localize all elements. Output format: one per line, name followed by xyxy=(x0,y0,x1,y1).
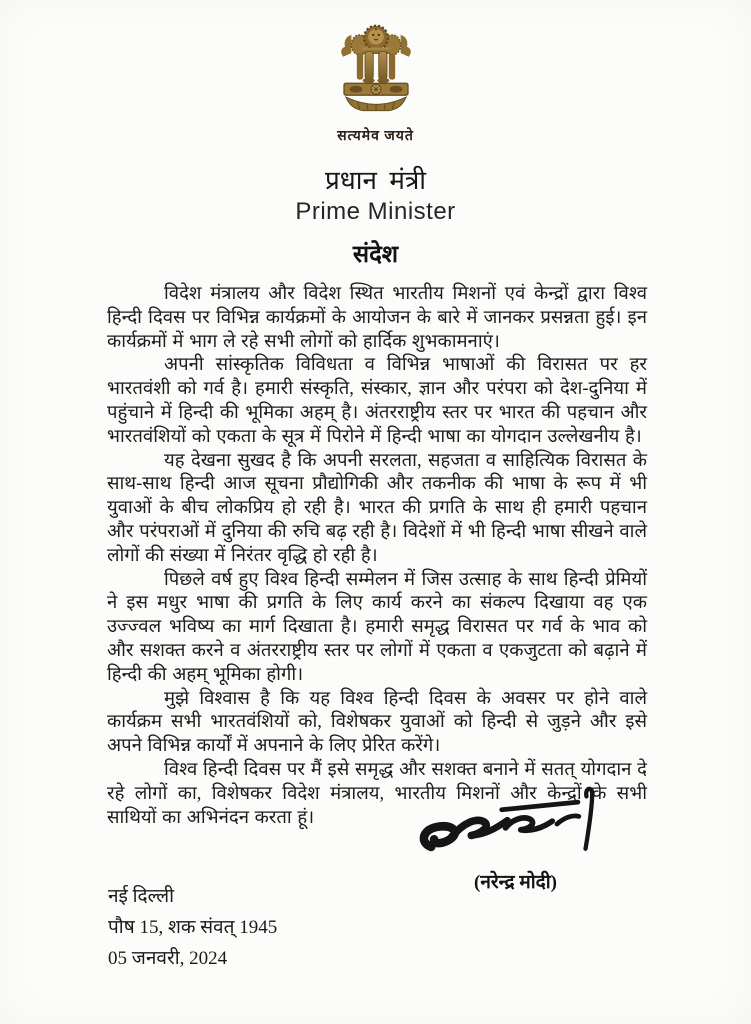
signatory-name: (नरेन्द्र मोदी) xyxy=(474,872,557,893)
letter-paragraph: अपनी सांस्कृतिक विविधता व विभिन्न भाषाओं की विरासत पर हर भारतवंशी को गर्व है। हमारी संस्कृति, संस्कार, ज्ञान और परंपरा को देश-दुनिया में पहुंचाने में हिन्दी की भूमिका अहम् है। अंतरराष्ट्रीय स्तर पर भारत की पहचान और भारतवंशियों को एकता के सूत्र में पिरोने में हिन्दी भाषा का योगदान उल्लेखनीय है। xyxy=(107,355,647,447)
letter-paragraph: विदेश मंत्रालय और विदेश स्थित भारतीय मिशनों एवं केन्द्रों द्वारा विश्व हिन्दी दिवस पर विभिन्न कार्यक्रमों के आयोजन के बारे में जानकर प्रसन्नता हुई। इन कार्यक्रमों में भाग ले रहे सभी लोगों को हार्दिक शुभकामनाएं। xyxy=(107,284,647,352)
letter-body xyxy=(107,283,647,830)
pm-title-hindi: प्रधान मंत्री xyxy=(324,166,427,195)
dateline xyxy=(108,881,277,974)
dateline-gregorian-date: 05 जनवरी, 2024 xyxy=(108,948,228,969)
letterhead xyxy=(0,0,751,226)
dateline-saka-date: पौष 15, शक संवत् 1945 xyxy=(108,917,278,938)
pm-title-english: Prime Minister xyxy=(295,198,456,225)
emblem-motto: सत्यमेव जयते xyxy=(337,129,414,144)
letter-paragraph: पिछले वर्ष हुए विश्व हिन्दी सम्मेलन में जिस उत्साह के साथ हिन्दी प्रेमियों ने इस मधुर भाषा की प्रगति के लिए कार्य करने का संकल्प दिखाया वह एक उज्ज्वल भविष्य का मार्ग दिखाता है। हमारी समृद्ध विरासत पर गर्व के भाव को और सशक्त करने व अंतरराष्ट्रीय स्तर पर लोगों में एकता व एकजुटता को बढ़ाने में हिन्दी की अहम् भूमिका होगी। xyxy=(107,569,647,685)
letter-paragraph: मुझे विश्वास है कि यह विश्व हिन्दी दिवस के अवसर पर होने वाले कार्यक्रम सभी भारतवंशियों को, विशेषकर युवाओं को हिन्दी से जुड़ने और इसे अपने विभिन्न कार्यों में अपनाने के लिए प्रेरित करेंगे। xyxy=(107,688,647,757)
letter-paragraph: यह देखना सुखद है कि अपनी सरलता, सहजता व साहित्यिक विरासत के साथ-साथ हिन्दी आज सूचना प्रौद्योगिकी और तकनीक की भाषा के रूप में भी युवाओं के बीच लोकप्रिय हो रही है। भारत की प्रगति के साथ ही हमारी पहचान और परंपराओं में दुनिया की रुचि बढ़ रही है। विदेशों में भी हिन्दी भाषा सीखने वाले लोगों की संख्या में निरंतर वृद्धि हो रही है। xyxy=(107,450,647,566)
dateline-place: नई दिल्ली xyxy=(108,886,175,907)
signature-handwriting-icon xyxy=(416,784,616,866)
signature-block xyxy=(408,784,623,894)
message-heading: संदेश xyxy=(352,242,399,268)
national-emblem-icon xyxy=(332,23,420,118)
letter-paragraph: विश्व हिन्दी दिवस पर मैं इसे समृद्ध और सशक्त बनाने में सतत् योगदान दे रहे लोगों का, विशेषकर विदेश मंत्रालय, भारतीय मिशनों और केन्द्रों के सभी साथियों का अभिनंदन करता हूं। xyxy=(107,759,647,828)
